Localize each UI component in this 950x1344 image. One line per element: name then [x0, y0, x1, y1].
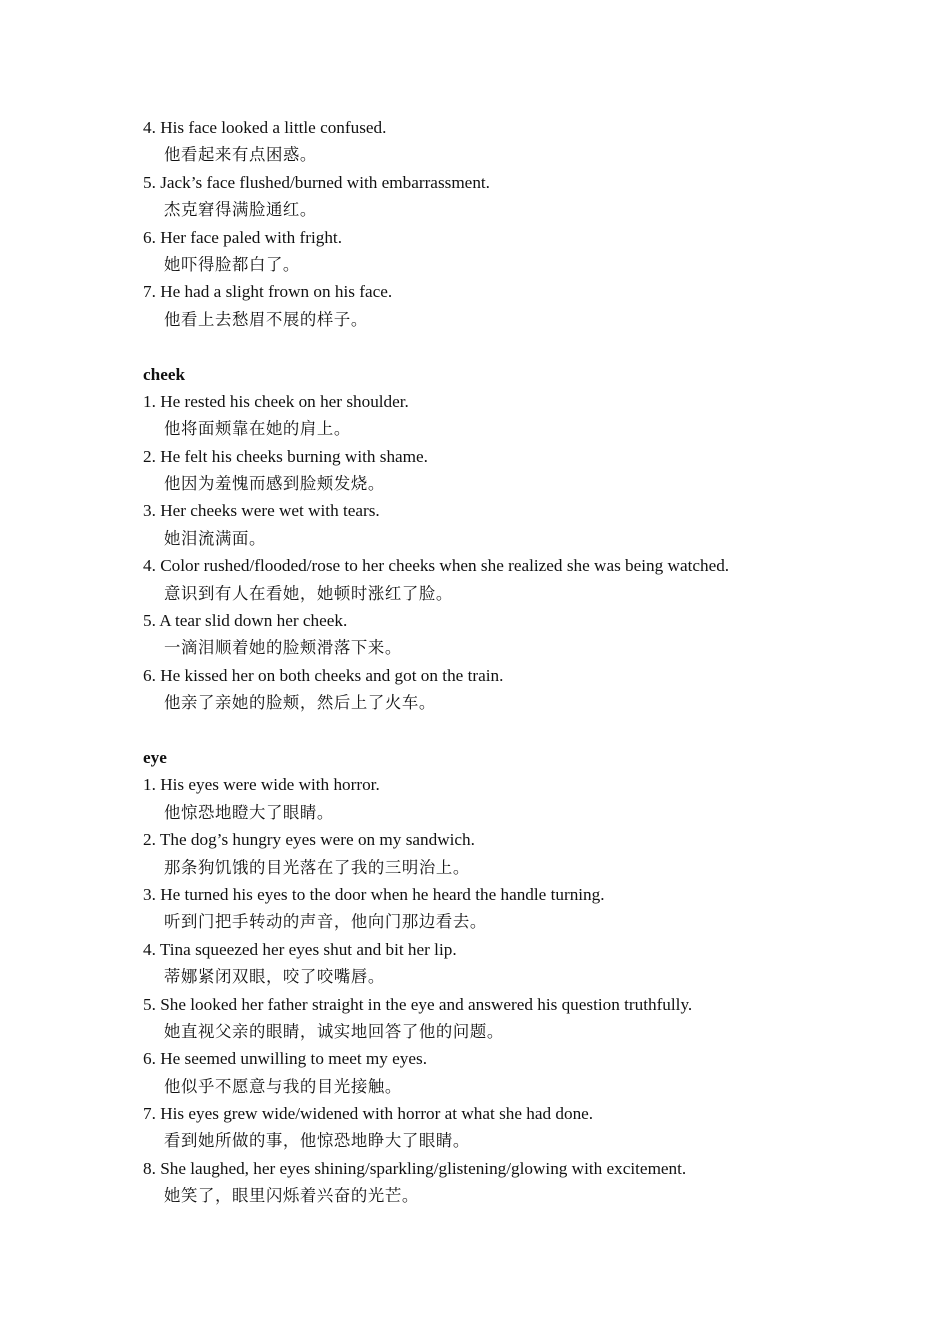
example-sentence-en: 4. Color rushed/flooded/rose to her cheeks when she realized she was being watched. — [143, 556, 730, 576]
example-translation-zh: 她泪流满面。 — [164, 528, 266, 548]
document-page — [143, 114, 933, 1210]
example-translation-zh: 他将面颊靠在她的肩上。 — [164, 419, 351, 439]
section-spacer — [143, 333, 933, 360]
example-translation-zh: 他看起来有点困惑。 — [164, 145, 317, 165]
example-sentence-en: 2. The dog’s hungry eyes were on my sandwich. — [143, 830, 475, 850]
example-translation-zh: 他惊恐地瞪大了眼睛。 — [164, 802, 334, 822]
example-translation-zh: 一滴泪顺着她的脸颊滑落下来。 — [164, 638, 402, 658]
example-sentence-en: 4. Tina squeezed her eyes shut and bit her lip. — [143, 939, 457, 959]
example-translation-zh: 意识到有人在看她，她顿时涨红了脸。 — [164, 583, 453, 603]
example-sentence-en: 5. A tear slid down her cheek. — [143, 611, 348, 631]
example-sentence-en: 2. He felt his cheeks burning with shame. — [143, 446, 428, 466]
example-list-face — [143, 114, 933, 333]
example-translation-zh: 他因为羞愧而感到脸颊发烧。 — [164, 474, 385, 494]
example-sentence-en: 7. He had a slight frown on his face. — [143, 282, 393, 302]
section-eye — [143, 744, 933, 1210]
example-sentence-en: 6. Her face paled with fright. — [143, 227, 343, 247]
example-sentence-en: 3. He turned his eyes to the door when he heard the handle turning. — [143, 884, 605, 904]
example-sentence-en: 1. His eyes were wide with horror. — [143, 775, 380, 795]
section-heading: eye — [143, 747, 167, 767]
example-sentence-en: 5. Jack’s face flushed/burned with embarrassment. — [143, 172, 490, 192]
example-translation-zh: 看到她所做的事，他惊恐地睁大了眼睛。 — [164, 1131, 470, 1151]
example-translation-zh: 杰克窘得满脸通红。 — [164, 200, 317, 220]
example-sentence-en: 7. His eyes grew wide/widened with horror at what she had done. — [143, 1104, 594, 1124]
example-sentence-en: 5. She looked her father straight in the eye and answered his question truthfully. — [143, 994, 693, 1014]
example-sentence-en: 6. He seemed unwilling to meet my eyes. — [143, 1049, 428, 1069]
example-sentence-en: 1. He rested his cheek on her shoulder. — [143, 391, 409, 411]
example-translation-zh: 那条狗饥饿的目光落在了我的三明治上。 — [164, 857, 470, 877]
example-translation-zh: 她直视父亲的眼睛，诚实地回答了他的问题。 — [164, 1021, 504, 1041]
example-sentence-en: 6. He kissed her on both cheeks and got on the train. — [143, 665, 504, 685]
example-translation-zh: 她吓得脸都白了。 — [164, 254, 300, 274]
example-sentence-en: 3. Her cheeks were wet with tears. — [143, 501, 380, 521]
example-sentence-en: 4. His face looked a little confused. — [143, 118, 387, 137]
example-translation-zh: 他亲了亲她的脸颊，然后上了火车。 — [164, 693, 436, 713]
example-translation-zh: 蒂娜紧闭双眼，咬了咬嘴唇。 — [164, 967, 385, 987]
section-heading: cheek — [143, 364, 186, 384]
section-spacer — [143, 717, 933, 744]
example-sentence-en: 8. She laughed, her eyes shining/sparkling/glistening/glowing with excitement. — [143, 1158, 687, 1178]
example-translation-zh: 他似乎不愿意与我的目光接触。 — [164, 1076, 402, 1096]
section-cheek — [143, 361, 933, 717]
example-translation-zh: 听到门把手转动的声音，他向门那边看去。 — [164, 912, 487, 932]
example-translation-zh: 他看上去愁眉不展的样子。 — [164, 309, 368, 329]
example-translation-zh: 她笑了，眼里闪烁着兴奋的光芒。 — [164, 1186, 419, 1206]
